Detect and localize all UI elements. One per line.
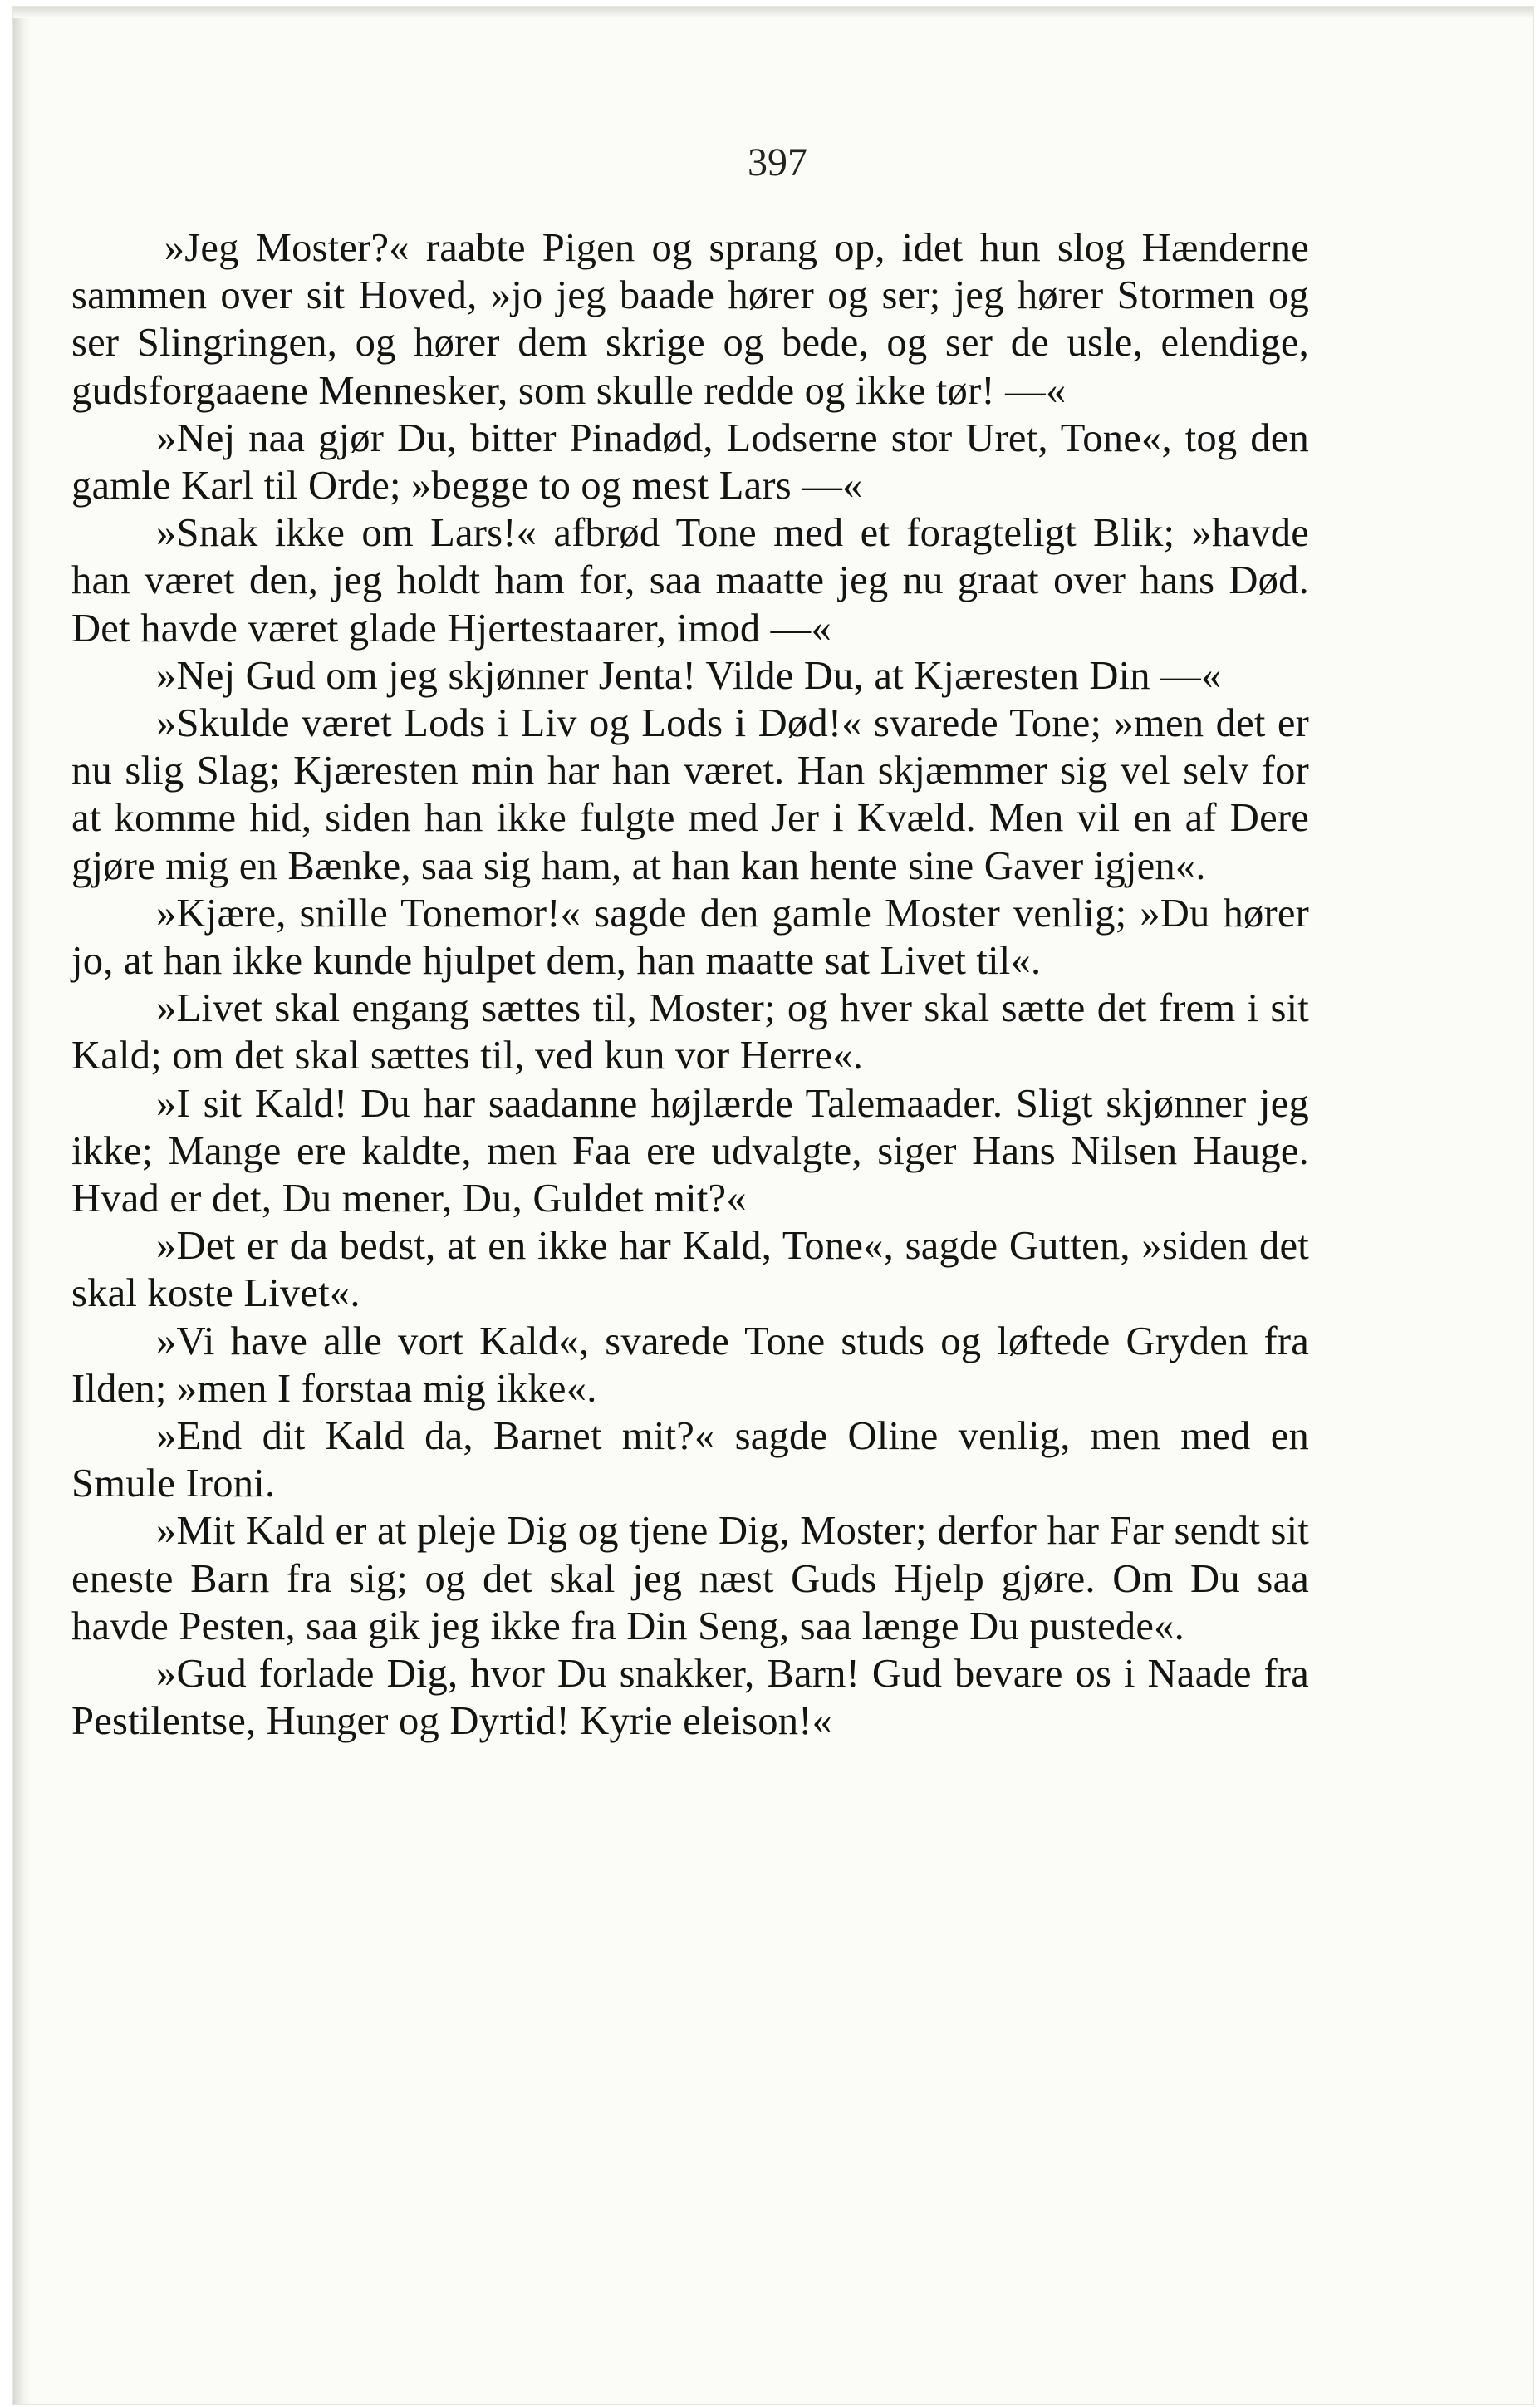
paragraph: »Jeg Moster?« raabte Pigen og sprang op, idet hun slog Hænderne sammen over sit Hoved, »jo jeg baade hører og ser; jeg hører Stormen og ser Slingringen, og hører dem skrige og bede, og ser de usle, elendige, gudsforgaaene Mennesker, som skulle redde og ikke tør! —« xyxy=(71,225,1309,413)
page-number: 397 xyxy=(748,140,807,184)
book-page xyxy=(13,7,1533,2404)
page-top-edge-shadow xyxy=(13,7,1533,18)
paragraph: »Nej naa gjør Du, bitter Pinadød, Lodserne stor Uret, Tone«, tog den gamle Karl til Orde; »begge to og mest Lars —« xyxy=(71,415,1309,508)
paragraph: »Livet skal engang sættes til, Moster; og hver skal sætte det frem i sit Kald; om det skal sættes til, ved kun vor Herre«. xyxy=(71,985,1309,1078)
body-text xyxy=(71,224,1309,1746)
paragraph: »Snak ikke om Lars!« afbrød Tone med et foragteligt Blik; »havde han været den, jeg holdt ham for, saa maatte jeg nu graat over hans Død. Det havde været glade Hjertestaarer, imod —« xyxy=(71,510,1309,651)
paragraph: »Det er da bedst, at en ikke har Kald, Tone«, sagde Gutten, »siden det skal koste Livet«. xyxy=(71,1223,1309,1316)
paragraph: »I sit Kald! Du har saadanne højlærde Talemaader. Sligt skjønner jeg ikke; Mange ere kaldte, men Faa ere udvalgte, siger Hans Nilsen Hauge. Hvad er det, Du mener, Du, Guldet mit?« xyxy=(71,1080,1309,1221)
paragraph: »Nej Gud om jeg skjønner Jenta! Vilde Du, at Kjæresten Din —« xyxy=(156,652,1222,698)
paragraph: »Skulde været Lods i Liv og Lods i Død!« svarede Tone; »men det er nu slig Slag; Kjæresten min har han været. Han skjæmmer sig vel selv for at komme hid, siden han ikke fulgte med Jer i Kvæld. Men vil en af Dere gjøre mig en Bænke, saa sig ham, at han kan hente sine Gaver igjen«. xyxy=(71,700,1309,888)
paragraph: »Vi have alle vort Kald«, svarede Tone studs og løftede Gryden fra Ilden; »men I forstaa mig ikke«. xyxy=(71,1318,1309,1411)
paragraph: »End dit Kald da, Barnet mit?« sagde Oline venlig, men med en Smule Ironi. xyxy=(71,1413,1309,1506)
paragraph: »Mit Kald er at pleje Dig og tjene Dig, Moster; derfor har Far sendt sit eneste Barn fra sig; og det skal jeg næst Guds Hjelp gjøre. Om Du saa havde Pesten, saa gik jeg ikke fra Din Seng, saa længe Du pustede«. xyxy=(71,1508,1309,1648)
paragraph: »Kjære, snille Tonemor!« sagde den gamle Moster venlig; »Du hører jo, at han ikke kunde hjulpet dem, han maatte sat Livet til«. xyxy=(71,890,1309,984)
page-left-edge-shadow xyxy=(13,7,32,2404)
paragraph: »Gud forlade Dig, hvor Du snakker, Barn! Gud bevare os i Naade fra Pestilentse, Hunger og Dyrtid! Kyrie eleison!« xyxy=(71,1651,1309,1744)
